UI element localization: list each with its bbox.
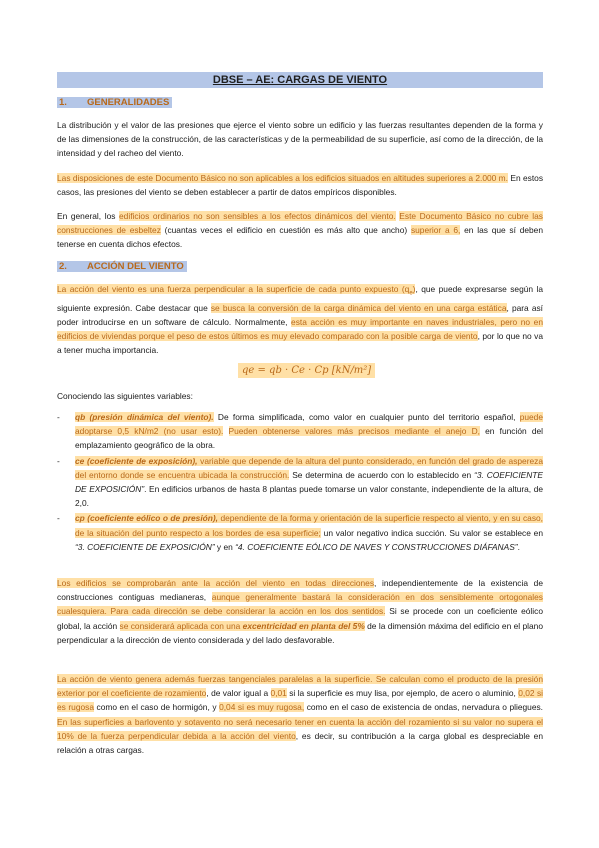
highlight-naves-industriales: esta acción es muy importante en naves industriales, pero no en edificios de viviendas porque el peso de estos últimos es muy elevado comparado con la posible carga de viento bbox=[57, 317, 543, 342]
text-segment: ) bbox=[412, 284, 416, 294]
highlight-001: 0,01 bbox=[270, 688, 287, 699]
section-label: GENERALIDADES bbox=[87, 97, 170, 108]
text-segment: , que puede expresarse según la siguiente expresión. Cabe destacar que bbox=[57, 284, 544, 313]
document-title: DBSE – AE: CARGAS DE VIENTO bbox=[57, 72, 543, 88]
list-item-cp: - cp (coeficiente eólico o de presión), dependiente de la forma y orientación de la superficie respecto al viento, y en su caso, de la situación del punto respecto a los bordes de esa superficie; un valor negativo indica succión. Su valor se establece en “3. COEFICIENTE DE EXPOSICIÓN” y en “4. COEFICIENTE EÓLICO DE NAVES Y CONSTRUCCIONES DIÁFANAS”. bbox=[57, 513, 543, 552]
text-segment: , independientemente de la existencia de construcciones contiguas medianeras, bbox=[57, 578, 543, 603]
highlight-aspereza: variable que depende de la altura del punto considerado, en función del grado de aspereza del entorno donde se encuentra ubicada la construcción. bbox=[75, 455, 543, 480]
paragraph-altitudes bbox=[57, 171, 543, 199]
text-segment: . En edificios urbanos de hasta 8 plantas puede tomarse un valor constante, independiente de la altura, de 2,0. bbox=[75, 484, 544, 509]
section-heading-generalidades bbox=[57, 96, 172, 110]
text-segment: Se determina de acuerdo con lo establecido en bbox=[289, 469, 475, 480]
highlight-conversion: se busca la conversión de la carga dinámica del viento en una carga estática bbox=[210, 302, 507, 313]
section-heading-accion-viento bbox=[57, 260, 187, 274]
text-segment bbox=[223, 426, 228, 436]
reference-coef-eolico: “4. COEFICIENTE EÓLICO DE NAVES Y CONSTRUCCIONES DIÁFANAS” bbox=[235, 541, 518, 552]
highlight-anejo-d: Pueden obtenerse valores más precisos mediante el anejo D, bbox=[228, 426, 480, 437]
highlight-todas-direcciones: Los edificios se comprobarán ante la acción del viento en todas direcciones bbox=[57, 578, 375, 588]
wind-pressure-formula: qe = qb · Ce · Cp [kN/m²] bbox=[238, 363, 375, 378]
text-segment: . bbox=[517, 541, 520, 552]
text-segment: como en el caso de hormigón, y bbox=[94, 702, 220, 713]
highlight-fuerza-perpendicular: La acción del viento es una fuerza perpendicular a la superficie de cada punto expuesto (q bbox=[57, 284, 410, 294]
paragraph-distribucion: La distribución y el valor de las presiones que ejerce el viento sobre un edificio y las fuerzas resultantes dependen de la forma y de las dimensiones de la construcción, de las características y de la permeabilidad de su superficie, así como de la dirección, de la intensidad y del racheo del viento. bbox=[57, 120, 543, 159]
paragraph-variables-intro: Conociendo las siguientes variables: bbox=[57, 391, 193, 401]
section-number: 1. bbox=[59, 97, 67, 108]
list-item-qb: - qb (presión dinámica del viento). De forma simplificada, como valor en cualquier punto del territorio español, puede adoptarse 0,5 kN/m2 (no usar esto). Pueden obtenerse valores más precisos mediante el anejo D, en función del emplazamiento geográfico de la obra. bbox=[57, 412, 543, 451]
highlight-no-cubre: Este Documento Básico no cubre las construcciones de esbeltez bbox=[57, 211, 543, 236]
text-segment: un valor negativo indica succión. Su valor se establece en bbox=[320, 527, 543, 538]
highlight-altitudes: Las disposiciones de este Documento Básico no son aplicables a los edificios situados en altitudes superiores a 2.000 m. bbox=[57, 173, 508, 183]
highlight-tangenciales: La acción de viento genera además fuerzas tangenciales paralelas a la superficie. Se calculan como el producto de la presión exterior por el coeficiente de rozamiento bbox=[57, 674, 543, 699]
highlight-qb: qb (presión dinámica del viento). bbox=[75, 412, 214, 422]
highlight-05-kn: puede adoptarse 0,5 kN/m2 (no usar esto). bbox=[75, 412, 543, 437]
highlight-excentricidad: excentricidad en planta del 5% bbox=[242, 620, 365, 631]
section-number: 2. bbox=[59, 261, 67, 272]
highlight-aplicada: se considerará aplicada con una bbox=[119, 620, 243, 631]
text-segment: si la superficie es muy lisa, por ejemplo, de acero o aluminio, bbox=[286, 688, 519, 699]
text-segment: Si se procede con un coeficiente eólico global, la acción bbox=[57, 606, 543, 631]
highlight-002: 0,02 si es rugosa bbox=[57, 688, 544, 713]
paragraph-direcciones bbox=[57, 576, 543, 647]
text-segment: , de valor igual a bbox=[206, 688, 271, 699]
reference-coef-exposicion: “3. COEFICIENTE DE EXPOSICIÓN” bbox=[75, 469, 544, 495]
text-segment: de la dimensión máxima del edificio en el plano perpendicular a la dirección de viento considerada y del lado desfavorable. bbox=[57, 620, 544, 645]
highlight-ce: ce (coeficiente de exposición), bbox=[75, 455, 198, 466]
text-segment: , es decir, su contribución a la carga global es despreciable en relación a otras cargas. bbox=[57, 730, 544, 756]
highlight-barlovento: En las superficies a barlovento y sotavento no será necesario tener en cuenta la acción del rozamiento si su valor no supera el 10% de la fuerza perpendicular debida a la acción del viento bbox=[57, 716, 543, 741]
list-item-ce: - ce (coeficiente de exposición), variable que depende de la altura del punto considerado, en función del grado de aspereza del entorno donde se encuentra ubicada la construcción. Se determina de acuerdo con lo establecido en “3. COEFICIENTE DE EXPOSICIÓN”. En edificios urbanos de hasta 8 plantas puede tomarse un valor constante, independiente de la altura, de 2,0. bbox=[57, 455, 544, 509]
highlight-forma-orientacion: dependiente de la forma y orientación de la superficie respecto al viento, y en su caso, de la situación del punto respecto a los bordes de esa superficie; bbox=[75, 513, 543, 538]
text-segment: y en bbox=[214, 541, 236, 552]
section-label: ACCIÓN DEL VIENTO bbox=[87, 261, 184, 272]
text-segment: en las que sí deben tenerse en cuenta dichos efectos. bbox=[57, 225, 543, 250]
highlight-004: 0,04 si es muy rugosa, bbox=[219, 702, 305, 713]
subscript: e bbox=[409, 290, 413, 297]
highlight-ortogonales: aunque generalmente bastará la consideración en dos sensiblemente ortogonales cualesquiera. Para cada dirección se debe considerar la acción en los dos sentidos. bbox=[57, 592, 543, 617]
text-segment: En general, los bbox=[57, 211, 120, 221]
highlight-edificios-ordinarios: edificios ordinarios no son sensibles a los efectos dinámicos del viento. bbox=[119, 211, 396, 221]
reference-coef-exposicion: “3. COEFICIENTE DE EXPOSICIÓN” bbox=[75, 541, 215, 552]
text-segment: en función del emplazamiento geográfico de la obra. bbox=[75, 426, 543, 451]
text-segment: De forma simplificada, como valor en cualquier punto del territorio español, bbox=[213, 412, 520, 422]
text-segment: , para así poder introducirse en un software de cálculo. Normalmente, bbox=[57, 302, 543, 328]
text-segment: (cuantas veces el edificio en cuestión es más alto que ancho) bbox=[160, 225, 411, 236]
paragraph-rozamiento bbox=[57, 672, 543, 757]
paragraph-esbeltez bbox=[57, 209, 543, 252]
highlight-superior-6: superior a 6, bbox=[410, 225, 461, 236]
text-segment: como en el caso de existencia de ondas, nervadura o pliegues. bbox=[304, 702, 544, 713]
text-segment: , por lo que no va a tener mucha importancia. bbox=[57, 331, 543, 356]
paragraph-accion bbox=[57, 282, 543, 358]
highlight-cp: cp (coeficiente eólico o de presión), bbox=[75, 513, 218, 524]
text-segment: En estos casos, las presiones del viento se deben establecer a partir de datos empíricos disponibles. bbox=[57, 173, 544, 198]
variables-list bbox=[57, 410, 543, 555]
